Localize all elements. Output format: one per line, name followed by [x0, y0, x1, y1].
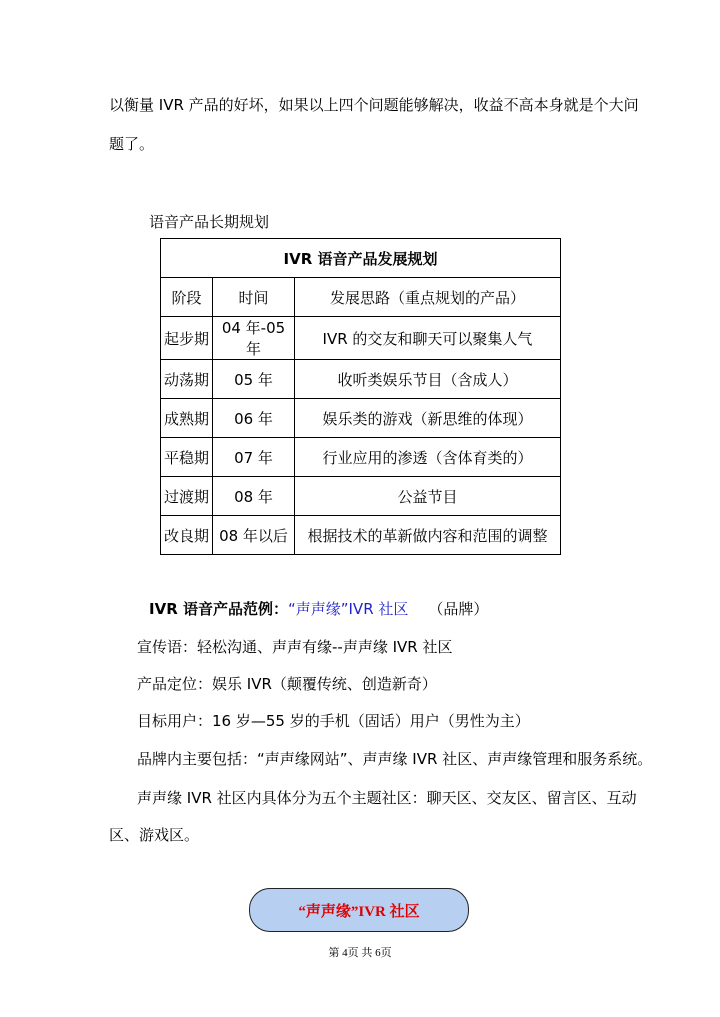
table-row	[161, 477, 561, 516]
community-line-2: 区、游戏区。	[109, 826, 200, 844]
positioning-line: 产品定位：娱乐 IVR（颠覆传统、创造新奇）	[137, 675, 437, 693]
example-label: IVR 语音产品范例：	[149, 600, 288, 618]
table-row	[161, 317, 561, 360]
time-cell: 06 年	[213, 399, 295, 438]
table-row	[161, 438, 561, 477]
idea-cell: 娱乐类的游戏（新思维的体现）	[295, 399, 561, 438]
idea-cell: 公益节目	[295, 477, 561, 516]
example-tag: （品牌）	[428, 600, 489, 618]
stage-cell: 平稳期	[161, 438, 213, 477]
community-box-label: “声声缘”IVR 社区	[298, 903, 420, 920]
stage-cell: 动荡期	[161, 360, 213, 399]
time-cell: 05 年	[213, 360, 295, 399]
stage-cell: 成熟期	[161, 399, 213, 438]
header-stage: 阶段	[161, 278, 213, 317]
stage-cell: 起步期	[161, 317, 213, 360]
table-row	[161, 360, 561, 399]
page-footer: 第 4页 共 6页	[328, 947, 392, 959]
product-example-heading	[149, 598, 488, 619]
idea-cell: IVR 的交友和聊天可以聚集人气	[295, 317, 561, 360]
table-header-row	[161, 278, 561, 317]
development-plan-table	[160, 238, 561, 555]
example-brand: “声声缘”IVR 社区	[287, 600, 409, 618]
table-title-row	[161, 239, 561, 278]
table-row	[161, 399, 561, 438]
header-idea: 发展思路（重点规划的产品）	[295, 278, 561, 317]
header-time: 时间	[213, 278, 295, 317]
table-row	[161, 516, 561, 555]
stage-cell: 过渡期	[161, 477, 213, 516]
idea-cell: 收听类娱乐节目（含成人）	[295, 360, 561, 399]
table-caption: 语音产品长期规划	[149, 213, 270, 231]
community-line-1: 声声缘 IVR 社区内具体分为五个主题社区：聊天区、交友区、留言区、互动	[137, 789, 637, 807]
time-cell: 04 年-05 年	[213, 317, 295, 360]
idea-cell: 根据技术的革新做内容和范围的调整	[295, 516, 561, 555]
time-cell: 08 年以后	[213, 516, 295, 555]
intro-line-2: 题了。	[109, 135, 155, 153]
target-users-line: 目标用户：16 岁—55 岁的手机（固话）用户（男性为主）	[137, 712, 530, 730]
brand-includes-line: 品牌内主要包括：“声声缘网站”、声声缘 IVR 社区、声声缘管理和服务系统。	[137, 750, 653, 768]
stage-cell: 改良期	[161, 516, 213, 555]
community-diagram-box	[249, 888, 469, 932]
intro-line-1: 以衡量 IVR 产品的好坏，如果以上四个问题能够解决，收益不高本身就是个大问	[109, 96, 639, 114]
slogan-line: 宣传语：轻松沟通、声声有缘--声声缘 IVR 社区	[137, 638, 453, 656]
time-cell: 07 年	[213, 438, 295, 477]
time-cell: 08 年	[213, 477, 295, 516]
table-title: IVR 语音产品发展规划	[161, 239, 561, 278]
idea-cell: 行业应用的渗透（含体育类的）	[295, 438, 561, 477]
